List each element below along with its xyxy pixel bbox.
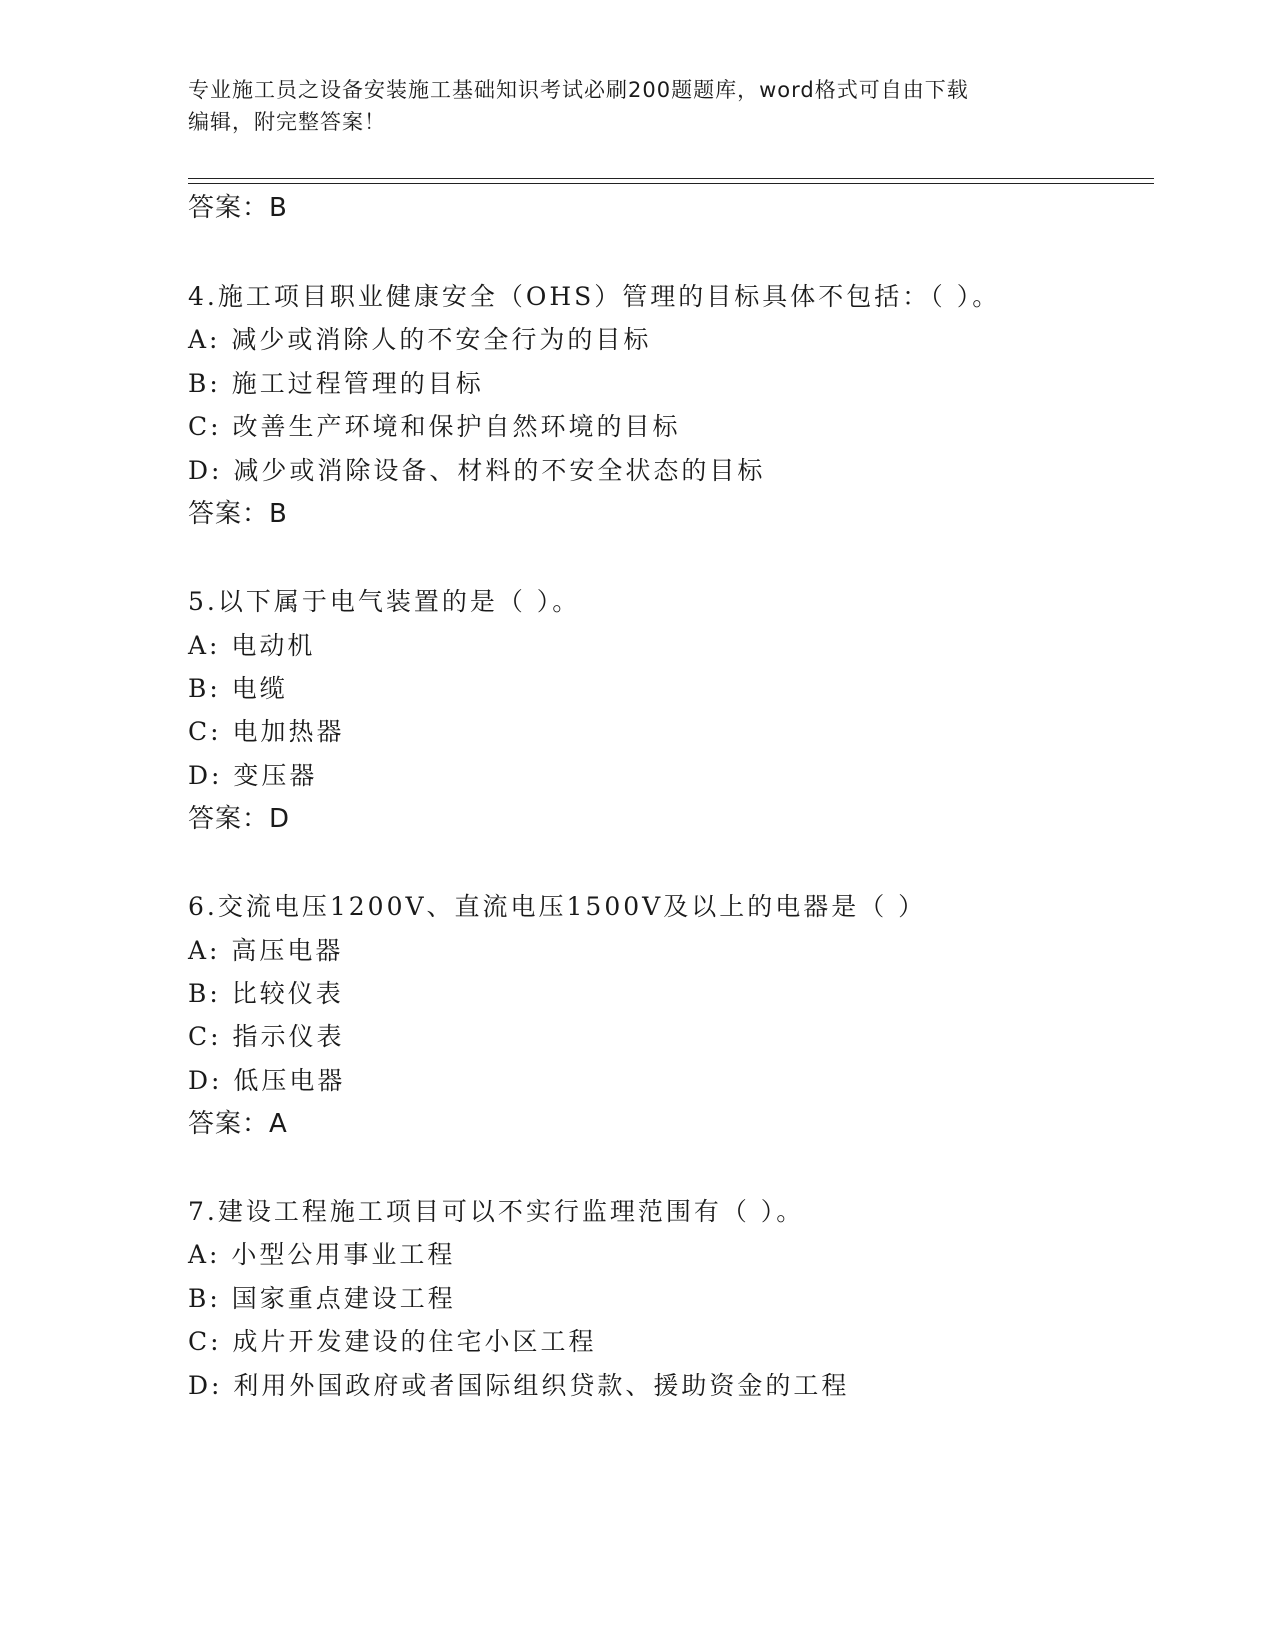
question-6-option-c: C: 指示仪表 bbox=[188, 1022, 345, 1051]
question-7-option-c: C: 成片开发建设的住宅小区工程 bbox=[188, 1327, 597, 1356]
question-4-option-c: C: 改善生产环境和保护自然环境的目标 bbox=[188, 412, 681, 441]
question-6-answer: 答案：A bbox=[188, 1109, 288, 1139]
question-7-stem: 7.建设工程施工项目可以不实行监理范围有（ ）。 bbox=[188, 1197, 805, 1226]
question-5-option-b: B: 电缆 bbox=[188, 674, 288, 703]
question-5-option-c: C: 电加热器 bbox=[188, 717, 345, 746]
question-7-option-d: D: 利用外国政府或者国际组织贷款、援助资金的工程 bbox=[188, 1371, 850, 1400]
question-4-stem: 4.施工项目职业健康安全（OHS）管理的目标具体不包括：（ ）。 bbox=[188, 282, 1001, 311]
question-6-stem: 6.交流电压1200V、直流电压1500V及以上的电器是（ ） bbox=[188, 892, 927, 921]
header-divider-bottom bbox=[188, 183, 1154, 184]
header-line-2: 编辑，附完整答案！ bbox=[188, 110, 386, 134]
question-5-option-a: A: 电动机 bbox=[188, 631, 316, 660]
question-5-stem: 5.以下属于电气装置的是（ ）。 bbox=[188, 587, 581, 616]
header-divider-top bbox=[188, 178, 1154, 179]
header-line-1: 专业施工员之设备安装施工基础知识考试必刷200题题库，word格式可自由下载 bbox=[188, 78, 969, 102]
question-6-option-b: B: 比较仪表 bbox=[188, 979, 344, 1008]
previous-answer: 答案：B bbox=[188, 193, 288, 223]
question-4-option-d: D: 减少或消除设备、材料的不安全状态的目标 bbox=[188, 456, 766, 485]
question-7-option-a: A: 小型公用事业工程 bbox=[188, 1240, 456, 1269]
question-4-option-b: B: 施工过程管理的目标 bbox=[188, 369, 484, 398]
question-4-answer: 答案：B bbox=[188, 499, 288, 529]
question-5-answer: 答案：D bbox=[188, 804, 291, 834]
document-header bbox=[188, 74, 1068, 138]
question-7-option-b: B: 国家重点建设工程 bbox=[188, 1284, 456, 1313]
question-6-option-d: D: 低压电器 bbox=[188, 1066, 346, 1095]
question-4-option-a: A: 减少或消除人的不安全行为的目标 bbox=[188, 325, 652, 354]
question-5-option-d: D: 变压器 bbox=[188, 761, 318, 790]
question-6-option-a: A: 高压电器 bbox=[188, 936, 344, 965]
